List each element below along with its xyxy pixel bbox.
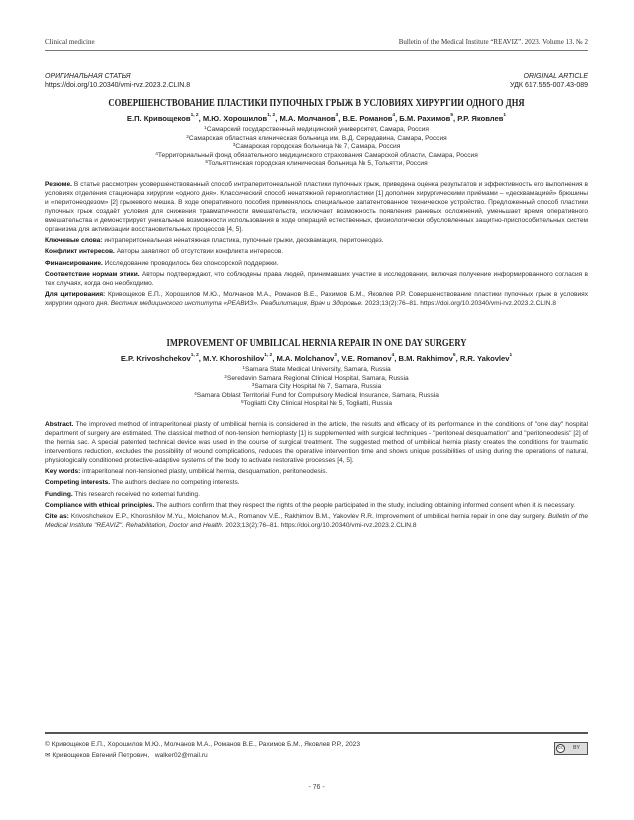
- cite-label: Cite as:: [45, 512, 69, 520]
- contact-name: Кривощеков Евгений Петрович,: [52, 751, 150, 759]
- journal-citation: Вестник медицинского института «РЕАВИЗ». Реабилитация, Врач и Здоровье.: [110, 299, 364, 307]
- author: М.Ю. Хорошилов: [202, 114, 268, 123]
- cite-tail: 2023;13(2):76–81. https://doi.org/10.20340/vmi-rvz.2023.2.CLIN.8: [223, 521, 417, 529]
- affiliation: [45, 126, 588, 135]
- author: M.Y. Khoroshilov: [203, 354, 265, 363]
- envelope-icon: ✉: [45, 751, 51, 759]
- author: B.M. Rakhimov: [398, 354, 453, 363]
- conflict-label: Конфликт интересов.: [45, 248, 115, 256]
- cite-paragraph: [45, 512, 588, 530]
- keywords-text: интраперитонеальная ненатяжная пластика, пупочные грыжи, десквамация, перитонеодез.: [102, 237, 384, 245]
- affiliation-text: Samara City Hospital № 7, Samara, Russia: [254, 383, 382, 391]
- conflict-text: The authors declare no competing interests.: [110, 479, 240, 487]
- running-header: [45, 38, 588, 46]
- author-affiliation-ref: 5: [452, 353, 456, 358]
- cc-by-icon[interactable]: [554, 742, 588, 755]
- author-list: E.P. Krivoshchekov$^{1, 2}$, M.Y. Khoroshilov$^{1, 2}$, M.A. Molchanov$^3$, V.E. Romanov$^4$, B.M. Rakhimov$^5$, R.R. Yakovlev$^1$: [120, 353, 513, 363]
- copyright: © Кривощеков Е.П., Хорошилов М.Ю., Молчанов М.А., Романов В.Е., Рахимов Б.М., Яковлев Р.Р., 2023: [45, 741, 361, 748]
- keywords-label: Ключевые слова:: [45, 237, 103, 245]
- ethics-text: Авторы подтверждают, что соблюдены права людей, принимавших участие в исследовании, включая получение информированного согласия в тех случаях, когда оно необходимо.: [45, 270, 589, 287]
- journal-citation: Bulletin of the Medical Institute "REAVIZ". Rehabilitation, Doctor and Health.: [45, 512, 588, 529]
- conflict-label: Competing interests.: [45, 479, 111, 487]
- author-affiliation-ref: 3: [335, 113, 339, 118]
- abstract-text: The improved method of intraperitoneal plasty of umbilical hernia is considered in the article, the results and efficacy of its performance in the conditions of "one day" hospital department of surgery are estimated. The classical method of non-tension hernioplasty [1] is supplemented with surgical techniques - "peritoneal desquamation" and "peritoneodesis" [2] of the hernia sac. A special patented technical device was used in the course of surgical treatment. The suggested method of umbilical hernia plasty creates the conditions for traumatic interventions reduction, excludes the possibility of wound complications, reduces the operative intervention time and shows unique possibilities of using during the operations of natural, physiologically conditioned protective-adaptive systems of the body to activate restorative processes [4, 5].: [45, 420, 588, 464]
- author: В.Е. Романов: [342, 114, 393, 123]
- affiliation-text: Togliatti City Clinical Hospital № 5, Togliatti, Russia: [243, 400, 393, 408]
- affiliation-number: 3: [232, 143, 236, 149]
- author-affiliation-ref: 5: [450, 113, 453, 118]
- cite-paragraph: [45, 290, 588, 308]
- affiliation-text: Территориальный фонд обязательного медицинского страхования Самарской области, Самара, Россия: [157, 151, 478, 159]
- affiliation: [45, 366, 588, 375]
- header-divider: [45, 50, 588, 51]
- funding-label: Финансирование.: [45, 259, 103, 267]
- author: Б.М. Рахимов: [399, 114, 451, 123]
- affiliation-number: 1: [242, 366, 245, 371]
- author: R.R. Yakovlev: [459, 354, 510, 363]
- affiliation-text: Самарская областная клиническая больница им. В.Д. Середавина, Самара, Россия: [188, 134, 447, 142]
- cc-label: cc: [558, 745, 563, 752]
- cite-tail: 2023;13(2):76–81. https://doi.org/10.20340/vmi-rvz.2023.2.CLIN.8: [363, 299, 556, 307]
- author: E.P. Krivoshchekov: [120, 354, 191, 363]
- russian-section: [45, 98, 588, 310]
- affiliation-number: 5: [205, 160, 209, 166]
- author-list: Е.П. Кривощеков$^{1, 2}$, М.Ю. Хорошилов$^{1, 2}$, М.А. Молчанов$^3$, В.Е. Романов$^4$, Б.М. Рахимов$^5$, Р.Р. Яковлев$^1$: [126, 113, 507, 123]
- conflict-paragraph: [45, 478, 588, 487]
- cite-text: Кривощеков Е.П., Хорошилов М.Ю., Молчанов М.А., Романов В.Е., Рахимов Б.М., Яковлев Р.Р. Совершенствование пластики пупочных грыж в условиях хирургии одного дня.: [45, 290, 588, 307]
- affiliation: [45, 383, 588, 392]
- affiliation-number: 2: [186, 134, 189, 140]
- funding-paragraph: [45, 259, 588, 268]
- author: М.А. Молчанов: [279, 114, 336, 123]
- affiliation: [45, 392, 588, 401]
- author: V.E. Romanov: [341, 354, 392, 363]
- affiliation-number: 2: [224, 374, 227, 380]
- affiliation-text: Samara Oblast Territorial Fund for Compulsory Medical Insurance, Samara, Russia: [196, 391, 439, 399]
- footer-divider: [45, 732, 588, 734]
- author-affiliation-ref: 3: [334, 353, 337, 358]
- footer: [45, 740, 588, 761]
- article-type-ru: ОРИГИНАЛЬНАЯ СТАТЬЯ: [45, 73, 131, 80]
- author-affiliation-ref: 4: [392, 113, 396, 118]
- english-section: [45, 338, 588, 532]
- udk: УДК 617.555-007.43-089: [510, 82, 588, 89]
- article-title: IMPROVEMENT OF UMBILICAL HERNIA REPAIR IN ONE DAY SURGERY: [166, 338, 467, 349]
- author-affiliation-ref: 1, 2: [267, 113, 276, 118]
- author-affiliation-ref: 1, 2: [190, 113, 199, 118]
- doi-link[interactable]: https://doi.org/10.20340/vmi-rvz.2023.2.CLIN.8: [45, 82, 191, 89]
- author-affiliation-ref: 1, 2: [264, 353, 273, 358]
- cite-text: Krivoshchekov E.P., Khoroshilov M.Yu., Molchanov M.A., Romanov V.E., Rakhimov B.M., Yakovlev R.R. Improvement of umbilical hernia repair in one day surgery.: [68, 512, 548, 520]
- affiliation: [45, 160, 588, 169]
- affiliation-number: 1: [204, 126, 207, 131]
- author: Р.Р. Яковлев: [457, 114, 504, 123]
- abstract-label: Abstract.: [45, 420, 74, 428]
- journal-name: Bulletin of the Medical Institute “REAVIZ”. 2023. Volume 13. № 2: [398, 38, 588, 46]
- author: M.A. Molchanov: [276, 354, 335, 363]
- ethics-paragraph: [45, 270, 588, 288]
- abstract-paragraph: [45, 180, 588, 234]
- funding-paragraph: [45, 490, 588, 499]
- page-number: - 76 -: [308, 784, 325, 791]
- keywords-paragraph: [45, 236, 588, 245]
- ethics-label: Соответствие нормам этики.: [45, 270, 140, 278]
- article-meta: [45, 72, 588, 90]
- abstract-paragraph: [45, 420, 588, 465]
- keywords-paragraph: [45, 467, 588, 476]
- affiliation-text: Seredavin Samara Regional Clinical Hospital, Samara, Russia: [226, 374, 409, 382]
- author-affiliation-ref: 1: [509, 353, 513, 358]
- affiliation: [45, 135, 588, 144]
- cite-label: Для цитирования:: [45, 290, 106, 298]
- section-name: Clinical medicine: [45, 38, 95, 46]
- affiliation-text: Samara State Medical University, Samara, Russia: [244, 366, 391, 373]
- funding-label: Funding.: [45, 490, 73, 498]
- author-affiliation-ref: 1, 2: [190, 353, 199, 358]
- contact-email[interactable]: walker02@mail.ru: [154, 751, 208, 759]
- article-title: СОВЕРШЕНСТВОВАНИЕ ПЛАСТИКИ ПУПОЧНЫХ ГРЫЖ В УСЛОВИЯХ ХИРУРГИИ ОДНОГО ДНЯ: [108, 98, 525, 109]
- author-affiliation-ref: 1: [503, 113, 507, 118]
- affiliation: [45, 375, 588, 384]
- article-type-en: ORIGINAL ARTICLE: [523, 73, 588, 80]
- affiliation-text: Самарская городская больница № 7, Самара, Россия: [235, 143, 401, 151]
- affiliation: [45, 400, 588, 409]
- affiliation: [45, 143, 588, 152]
- affiliation-text: Самарский государственный медицинский университет, Самара, Россия: [206, 126, 429, 133]
- by-label: BY: [573, 745, 580, 752]
- keywords-label: Key words:: [45, 468, 81, 476]
- affiliation-number: 4: [155, 151, 158, 157]
- conflict-paragraph: [45, 247, 588, 256]
- affiliation-text: Тольяттинская городская клиническая больница № 5, Тольятти, Россия: [208, 160, 428, 168]
- funding-text: Исследование проводилось без спонсорской поддержки.: [102, 259, 279, 267]
- ethics-paragraph: [45, 501, 588, 510]
- conflict-text: Авторы заявляют об отсутствии конфликта интересов.: [114, 248, 284, 256]
- abstract-text: В статье рассмотрен усовершенствованный способ интраперитонеальной пластики пупочных грыж, приведена оценка результатов и эффективность его выполнения в условиях отделения стационара хирургии «одного дня». Классический способ ненатяжной герниопластики [1] дополнен хирургическими приёмами – «десквамацией» брюшины и «перитонеодезом» [2] грыжевого мешка. В ходе оперативного пособия применялось специальное запатентованное техническое устройство. Предложенный способ пластики пупочных грыж создаёт условия для снижения травматичности вмешательств, исключает возможность появления раневых осложнений, уменьшает время оперативного вмешательства и демонстрирует уникальные возможности использования в ходе операций естественных, физиологически обусловленных защитно-приспособительных систем организма для активизации восстановительных процессов [4, 5].: [45, 180, 588, 233]
- affiliation-number: 4: [194, 391, 197, 397]
- affiliation-number: 3: [251, 383, 255, 389]
- author: Е.П. Кривощеков: [126, 114, 191, 123]
- ethics-text: The authors confirm that they respect the rights of the people participated in the study, including obtaining informed consent when it is necessary.: [154, 501, 576, 509]
- abstract-label: Резюме.: [45, 180, 72, 188]
- affiliation-number: 5: [240, 400, 244, 406]
- ethics-label: Compliance with ethical principles.: [45, 501, 155, 509]
- author-affiliation-ref: 4: [391, 353, 395, 358]
- keywords-text: intraperitoneal non-tensioned plasty, umbilical hernia, desquamation, peritoneodesis.: [80, 468, 328, 476]
- funding-text: This research received no external funding.: [72, 490, 200, 498]
